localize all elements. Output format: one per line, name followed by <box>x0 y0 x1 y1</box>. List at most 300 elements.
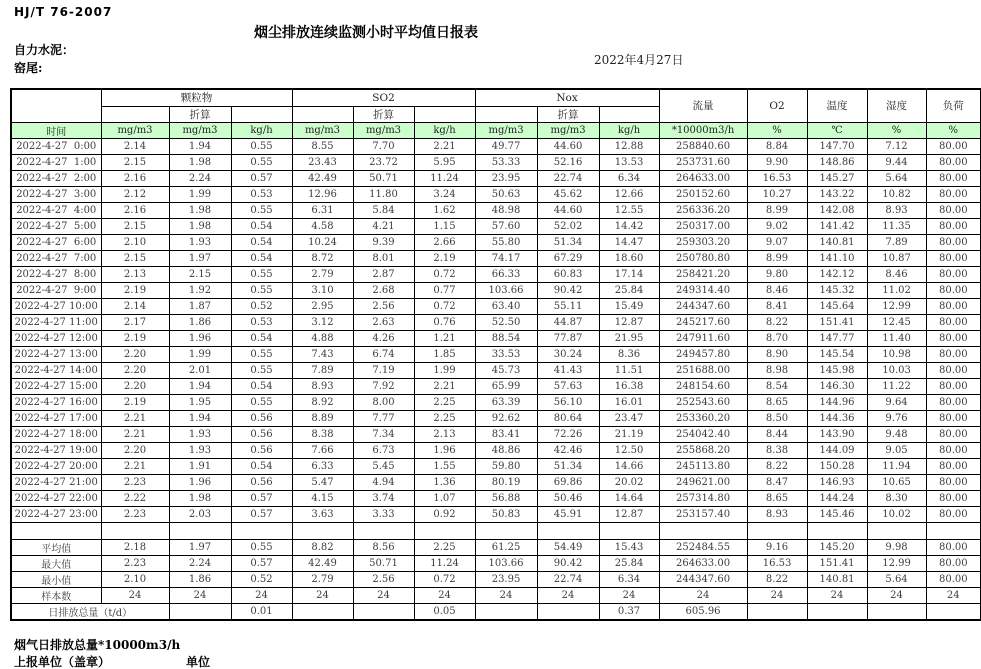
value-cell: 44.87 <box>537 314 599 330</box>
unit-header-cell: kg/h <box>599 122 659 138</box>
unit-header-cell: *10000m3/h <box>659 122 747 138</box>
value-cell: 80.00 <box>926 346 981 362</box>
table-row <box>11 138 981 154</box>
value-cell: 144.96 <box>807 394 867 410</box>
summary-value-cell: 22.74 <box>537 571 599 587</box>
value-cell: 2.87 <box>353 266 414 282</box>
value-cell: 8.92 <box>292 394 353 410</box>
value-cell: 3.63 <box>292 506 353 522</box>
value-cell: 8.38 <box>747 442 807 458</box>
value-cell: 8.36 <box>599 346 659 362</box>
table-row <box>11 202 981 218</box>
value-cell: 3.24 <box>414 186 475 202</box>
value-cell: 63.40 <box>475 298 537 314</box>
summary-value-cell: 2.24 <box>169 555 231 571</box>
value-cell: 52.16 <box>537 154 599 170</box>
value-cell: 144.36 <box>807 410 867 426</box>
value-cell: 144.24 <box>807 490 867 506</box>
value-cell: 5.84 <box>353 202 414 218</box>
summary-row <box>11 587 981 603</box>
value-cell: 8.38 <box>292 426 353 442</box>
summary-value-cell <box>353 603 414 620</box>
value-cell: 15.49 <box>599 298 659 314</box>
blank-cell <box>292 522 353 539</box>
summary-value-cell: 2.10 <box>101 571 169 587</box>
value-cell: 0.57 <box>231 506 292 522</box>
table-row <box>11 490 981 506</box>
value-cell: 141.42 <box>807 218 867 234</box>
value-cell: 2.68 <box>353 282 414 298</box>
value-cell: 256336.20 <box>659 202 747 218</box>
header-row-groups <box>11 89 981 106</box>
time-cell: 2022-4-27 9:00 <box>11 282 101 298</box>
unit-header-cell: % <box>926 122 981 138</box>
value-cell: 0.92 <box>414 506 475 522</box>
time-cell: 2022-4-27 17:00 <box>11 410 101 426</box>
spacer-row <box>11 522 981 539</box>
unit-header-cell: kg/h <box>414 122 475 138</box>
summary-value-cell: 24 <box>926 587 981 603</box>
value-cell: 1.93 <box>169 426 231 442</box>
value-cell: 8.22 <box>747 314 807 330</box>
value-cell: 11.24 <box>414 170 475 186</box>
summary-value-cell: 5.64 <box>867 571 926 587</box>
value-cell: 0.54 <box>231 250 292 266</box>
value-cell: 1.55 <box>414 458 475 474</box>
value-cell: 0.57 <box>231 170 292 186</box>
value-cell: 41.43 <box>537 362 599 378</box>
value-cell: 52.50 <box>475 314 537 330</box>
value-cell: 12.45 <box>867 314 926 330</box>
time-cell: 2022-4-27 19:00 <box>11 442 101 458</box>
value-cell: 244347.60 <box>659 298 747 314</box>
time-column-header: 时间 <box>11 122 101 138</box>
value-cell: 1.94 <box>169 138 231 154</box>
value-cell: 10.65 <box>867 474 926 490</box>
value-cell: 2.12 <box>101 186 169 202</box>
value-cell: 1.99 <box>169 346 231 362</box>
value-cell: 8.01 <box>353 250 414 266</box>
value-cell: 142.08 <box>807 202 867 218</box>
site-name: 窑尾: <box>14 61 43 75</box>
value-cell: 51.34 <box>537 234 599 250</box>
summary-value-cell: 151.41 <box>807 555 867 571</box>
value-cell: 1.94 <box>169 378 231 394</box>
time-cell: 2022-4-27 12:00 <box>11 330 101 346</box>
value-cell: 14.47 <box>599 234 659 250</box>
value-cell: 4.21 <box>353 218 414 234</box>
value-cell: 0.76 <box>414 314 475 330</box>
value-cell: 2.79 <box>292 266 353 282</box>
value-cell: 14.64 <box>599 490 659 506</box>
time-cell: 2022-4-27 3:00 <box>11 186 101 202</box>
summary-row <box>11 539 981 555</box>
value-cell: 264633.00 <box>659 170 747 186</box>
summary-value-cell: 42.49 <box>292 555 353 571</box>
value-cell: 1.99 <box>169 186 231 202</box>
value-cell: 0.53 <box>231 314 292 330</box>
value-cell: 11.94 <box>867 458 926 474</box>
units-row <box>11 122 981 138</box>
value-cell: 7.70 <box>353 138 414 154</box>
value-cell: 255868.20 <box>659 442 747 458</box>
time-cell: 2022-4-27 10:00 <box>11 298 101 314</box>
value-cell: 59.80 <box>475 458 537 474</box>
value-cell: 80.00 <box>926 266 981 282</box>
unit-header-cell: % <box>747 122 807 138</box>
unit-header-cell: ℃ <box>807 122 867 138</box>
value-cell: 56.88 <box>475 490 537 506</box>
value-cell: 80.00 <box>926 458 981 474</box>
value-cell: 147.70 <box>807 138 867 154</box>
summary-value-cell: 8.22 <box>747 571 807 587</box>
value-cell: 1.98 <box>169 490 231 506</box>
value-cell: 2.20 <box>101 346 169 362</box>
value-cell: 8.72 <box>292 250 353 266</box>
value-cell: 0.55 <box>231 138 292 154</box>
unit-header-cell: % <box>867 122 926 138</box>
value-cell: 92.62 <box>475 410 537 426</box>
blank-cell <box>414 522 475 539</box>
blank-cell <box>414 106 475 122</box>
value-cell: 5.45 <box>353 458 414 474</box>
time-cell: 2022-4-27 5:00 <box>11 218 101 234</box>
value-cell: 56.10 <box>537 394 599 410</box>
time-cell: 2022-4-27 14:00 <box>11 362 101 378</box>
value-cell: 249457.80 <box>659 346 747 362</box>
value-cell: 4.88 <box>292 330 353 346</box>
value-cell: 8.70 <box>747 330 807 346</box>
value-cell: 10.98 <box>867 346 926 362</box>
value-cell: 80.00 <box>926 218 981 234</box>
value-cell: 8.93 <box>747 506 807 522</box>
value-cell: 146.30 <box>807 378 867 394</box>
blank-cell <box>101 522 169 539</box>
value-cell: 253157.40 <box>659 506 747 522</box>
value-cell: 0.55 <box>231 266 292 282</box>
value-cell: 7.89 <box>292 362 353 378</box>
value-cell: 42.46 <box>537 442 599 458</box>
value-cell: 48.98 <box>475 202 537 218</box>
value-cell: 8.46 <box>867 266 926 282</box>
value-cell: 2.16 <box>101 170 169 186</box>
value-cell: 0.77 <box>414 282 475 298</box>
value-cell: 10.87 <box>867 250 926 266</box>
value-cell: 74.17 <box>475 250 537 266</box>
value-cell: 2.21 <box>414 138 475 154</box>
summary-value-cell <box>169 603 231 620</box>
value-cell: 0.54 <box>231 458 292 474</box>
value-cell: 8.98 <box>747 362 807 378</box>
time-cell: 2022-4-27 23:00 <box>11 506 101 522</box>
value-cell: 8.93 <box>867 202 926 218</box>
value-cell: 80.00 <box>926 378 981 394</box>
value-cell: 2.20 <box>101 362 169 378</box>
value-cell: 2.13 <box>414 426 475 442</box>
value-cell: 10.02 <box>867 506 926 522</box>
value-cell: 1.36 <box>414 474 475 490</box>
value-cell: 11.02 <box>867 282 926 298</box>
summary-value-cell: 12.99 <box>867 555 926 571</box>
value-cell: 72.26 <box>537 426 599 442</box>
summary-value-cell: 24 <box>867 587 926 603</box>
value-cell: 9.80 <box>747 266 807 282</box>
value-cell: 11.40 <box>867 330 926 346</box>
value-cell: 143.22 <box>807 186 867 202</box>
value-cell: 12.55 <box>599 202 659 218</box>
value-cell: 80.00 <box>926 362 981 378</box>
time-cell: 2022-4-27 15:00 <box>11 378 101 394</box>
value-cell: 2.13 <box>101 266 169 282</box>
table-row <box>11 170 981 186</box>
summary-label-cell: 平均值 <box>11 539 101 555</box>
value-cell: 1.91 <box>169 458 231 474</box>
value-cell: 12.87 <box>599 314 659 330</box>
value-cell: 2.95 <box>292 298 353 314</box>
value-cell: 16.01 <box>599 394 659 410</box>
value-cell: 5.64 <box>867 170 926 186</box>
value-cell: 67.29 <box>537 250 599 266</box>
value-cell: 45.91 <box>537 506 599 522</box>
footer-flue-gas-total: 烟气日排放总量*10000m3/h <box>14 638 181 652</box>
report-table <box>10 88 981 621</box>
value-cell: 148.86 <box>807 154 867 170</box>
value-cell: 2.17 <box>101 314 169 330</box>
value-cell: 151.41 <box>807 314 867 330</box>
table-row <box>11 346 981 362</box>
value-cell: 9.44 <box>867 154 926 170</box>
summary-value-cell: 9.98 <box>867 539 926 555</box>
value-cell: 80.00 <box>926 506 981 522</box>
value-cell: 0.56 <box>231 410 292 426</box>
column-header-humidity: 湿度 <box>867 89 926 122</box>
summary-value-cell: 24 <box>807 587 867 603</box>
time-cell: 2022-4-27 22:00 <box>11 490 101 506</box>
value-cell: 30.24 <box>537 346 599 362</box>
table-row <box>11 410 981 426</box>
summary-row <box>11 571 981 587</box>
value-cell: 23.95 <box>475 170 537 186</box>
value-cell: 0.54 <box>231 378 292 394</box>
value-cell: 8.44 <box>747 426 807 442</box>
value-cell: 147.77 <box>807 330 867 346</box>
summary-value-cell: 80.00 <box>926 571 981 587</box>
value-cell: 4.15 <box>292 490 353 506</box>
value-cell: 0.55 <box>231 394 292 410</box>
time-cell: 2022-4-27 21:00 <box>11 474 101 490</box>
column-header-flow: 流量 <box>659 89 747 122</box>
value-cell: 7.92 <box>353 378 414 394</box>
value-cell: 2.14 <box>101 298 169 314</box>
value-cell: 69.86 <box>537 474 599 490</box>
value-cell: 77.87 <box>537 330 599 346</box>
blank-cell <box>926 522 981 539</box>
value-cell: 253360.20 <box>659 410 747 426</box>
value-cell: 8.41 <box>747 298 807 314</box>
value-cell: 80.00 <box>926 426 981 442</box>
table-row <box>11 474 981 490</box>
value-cell: 80.00 <box>926 314 981 330</box>
value-cell: 80.00 <box>926 154 981 170</box>
value-cell: 50.63 <box>475 186 537 202</box>
value-cell: 2.10 <box>101 234 169 250</box>
value-cell: 22.74 <box>537 170 599 186</box>
blank-cell <box>747 522 807 539</box>
value-cell: 103.66 <box>475 282 537 298</box>
summary-value-cell: 24 <box>537 587 599 603</box>
blank-cell <box>599 522 659 539</box>
value-cell: 1.94 <box>169 410 231 426</box>
value-cell: 250152.60 <box>659 186 747 202</box>
summary-value-cell <box>292 603 353 620</box>
value-cell: 250780.80 <box>659 250 747 266</box>
value-cell: 258840.60 <box>659 138 747 154</box>
unit-header-cell: mg/m3 <box>537 122 599 138</box>
value-cell: 12.87 <box>599 506 659 522</box>
summary-value-cell <box>747 603 807 620</box>
value-cell: 12.50 <box>599 442 659 458</box>
value-cell: 7.66 <box>292 442 353 458</box>
value-cell: 249621.00 <box>659 474 747 490</box>
value-cell: 23.72 <box>353 154 414 170</box>
value-cell: 80.00 <box>926 186 981 202</box>
value-cell: 1.98 <box>169 154 231 170</box>
blank-cell <box>292 106 353 122</box>
value-cell: 11.51 <box>599 362 659 378</box>
summary-value-cell: 145.20 <box>807 539 867 555</box>
value-cell: 25.84 <box>599 282 659 298</box>
value-cell: 0.54 <box>231 218 292 234</box>
table-row <box>11 266 981 282</box>
time-cell: 2022-4-27 2:00 <box>11 170 101 186</box>
value-cell: 2.23 <box>101 506 169 522</box>
value-cell: 42.49 <box>292 170 353 186</box>
value-cell: 0.57 <box>231 490 292 506</box>
value-cell: 80.19 <box>475 474 537 490</box>
value-cell: 2.19 <box>101 282 169 298</box>
value-cell: 9.76 <box>867 410 926 426</box>
summary-row <box>11 603 981 620</box>
summary-value-cell: 103.66 <box>475 555 537 571</box>
value-cell: 2.15 <box>101 218 169 234</box>
summary-value-cell: 2.18 <box>101 539 169 555</box>
unit-header-cell: kg/h <box>231 122 292 138</box>
value-cell: 80.00 <box>926 330 981 346</box>
value-cell: 2.20 <box>101 378 169 394</box>
summary-value-cell: 0.05 <box>414 603 475 620</box>
value-cell: 145.98 <box>807 362 867 378</box>
value-cell: 0.55 <box>231 154 292 170</box>
value-cell: 7.77 <box>353 410 414 426</box>
summary-value-cell <box>475 603 537 620</box>
value-cell: 16.38 <box>599 378 659 394</box>
value-cell: 8.84 <box>747 138 807 154</box>
converted-header-pm: 折算 <box>169 106 231 122</box>
value-cell: 80.00 <box>926 250 981 266</box>
value-cell: 80.00 <box>926 202 981 218</box>
value-cell: 8.99 <box>747 250 807 266</box>
blank-cell <box>475 106 537 122</box>
table-row <box>11 186 981 202</box>
value-cell: 45.73 <box>475 362 537 378</box>
summary-value-cell: 1.86 <box>169 571 231 587</box>
summary-value-cell: 0.57 <box>231 555 292 571</box>
blank-cell <box>475 522 537 539</box>
value-cell: 0.55 <box>231 282 292 298</box>
summary-value-cell: 2.23 <box>101 555 169 571</box>
time-cell: 2022-4-27 6:00 <box>11 234 101 250</box>
value-cell: 0.55 <box>231 202 292 218</box>
value-cell: 3.10 <box>292 282 353 298</box>
value-cell: 4.26 <box>353 330 414 346</box>
summary-value-cell: 9.16 <box>747 539 807 555</box>
table-row <box>11 250 981 266</box>
value-cell: 8.47 <box>747 474 807 490</box>
value-cell: 80.64 <box>537 410 599 426</box>
blank-cell <box>101 106 169 122</box>
converted-header-so2: 折算 <box>353 106 414 122</box>
value-cell: 6.73 <box>353 442 414 458</box>
value-cell: 63.39 <box>475 394 537 410</box>
value-cell: 1.96 <box>414 442 475 458</box>
summary-value-cell: 2.56 <box>353 571 414 587</box>
summary-value-cell: 1.97 <box>169 539 231 555</box>
value-cell: 55.11 <box>537 298 599 314</box>
value-cell: 9.90 <box>747 154 807 170</box>
value-cell: 8.54 <box>747 378 807 394</box>
value-cell: 4.94 <box>353 474 414 490</box>
summary-value-cell: 605.96 <box>659 603 747 620</box>
value-cell: 1.15 <box>414 218 475 234</box>
summary-label-cell: 最大值 <box>11 555 101 571</box>
value-cell: 51.34 <box>537 458 599 474</box>
value-cell: 8.93 <box>292 378 353 394</box>
blank-cell <box>599 106 659 122</box>
group-header-pm: 颗粒物 <box>101 89 292 106</box>
summary-value-cell: 24 <box>659 587 747 603</box>
value-cell: 1.93 <box>169 234 231 250</box>
value-cell: 11.80 <box>353 186 414 202</box>
time-cell: 2022-4-27 8:00 <box>11 266 101 282</box>
summary-value-cell: 0.52 <box>231 571 292 587</box>
value-cell: 0.55 <box>231 346 292 362</box>
value-cell: 1.95 <box>169 394 231 410</box>
summary-value-cell: 0.72 <box>414 571 475 587</box>
value-cell: 6.31 <box>292 202 353 218</box>
value-cell: 57.63 <box>537 378 599 394</box>
summary-value-cell: 244347.60 <box>659 571 747 587</box>
value-cell: 10.03 <box>867 362 926 378</box>
summary-value-cell: 90.42 <box>537 555 599 571</box>
value-cell: 8.30 <box>867 490 926 506</box>
value-cell: 11.35 <box>867 218 926 234</box>
summary-value-cell: 0.55 <box>231 539 292 555</box>
value-cell: 0.56 <box>231 426 292 442</box>
table-row <box>11 426 981 442</box>
value-cell: 145.32 <box>807 282 867 298</box>
summary-value-cell <box>537 603 599 620</box>
value-cell: 251688.00 <box>659 362 747 378</box>
value-cell: 1.96 <box>169 330 231 346</box>
value-cell: 245113.80 <box>659 458 747 474</box>
value-cell: 80.00 <box>926 298 981 314</box>
summary-value-cell: 2.79 <box>292 571 353 587</box>
report-date: 2022年4月27日 <box>594 53 684 67</box>
summary-value-cell <box>867 603 926 620</box>
value-cell: 146.93 <box>807 474 867 490</box>
value-cell: 3.74 <box>353 490 414 506</box>
value-cell: 150.28 <box>807 458 867 474</box>
